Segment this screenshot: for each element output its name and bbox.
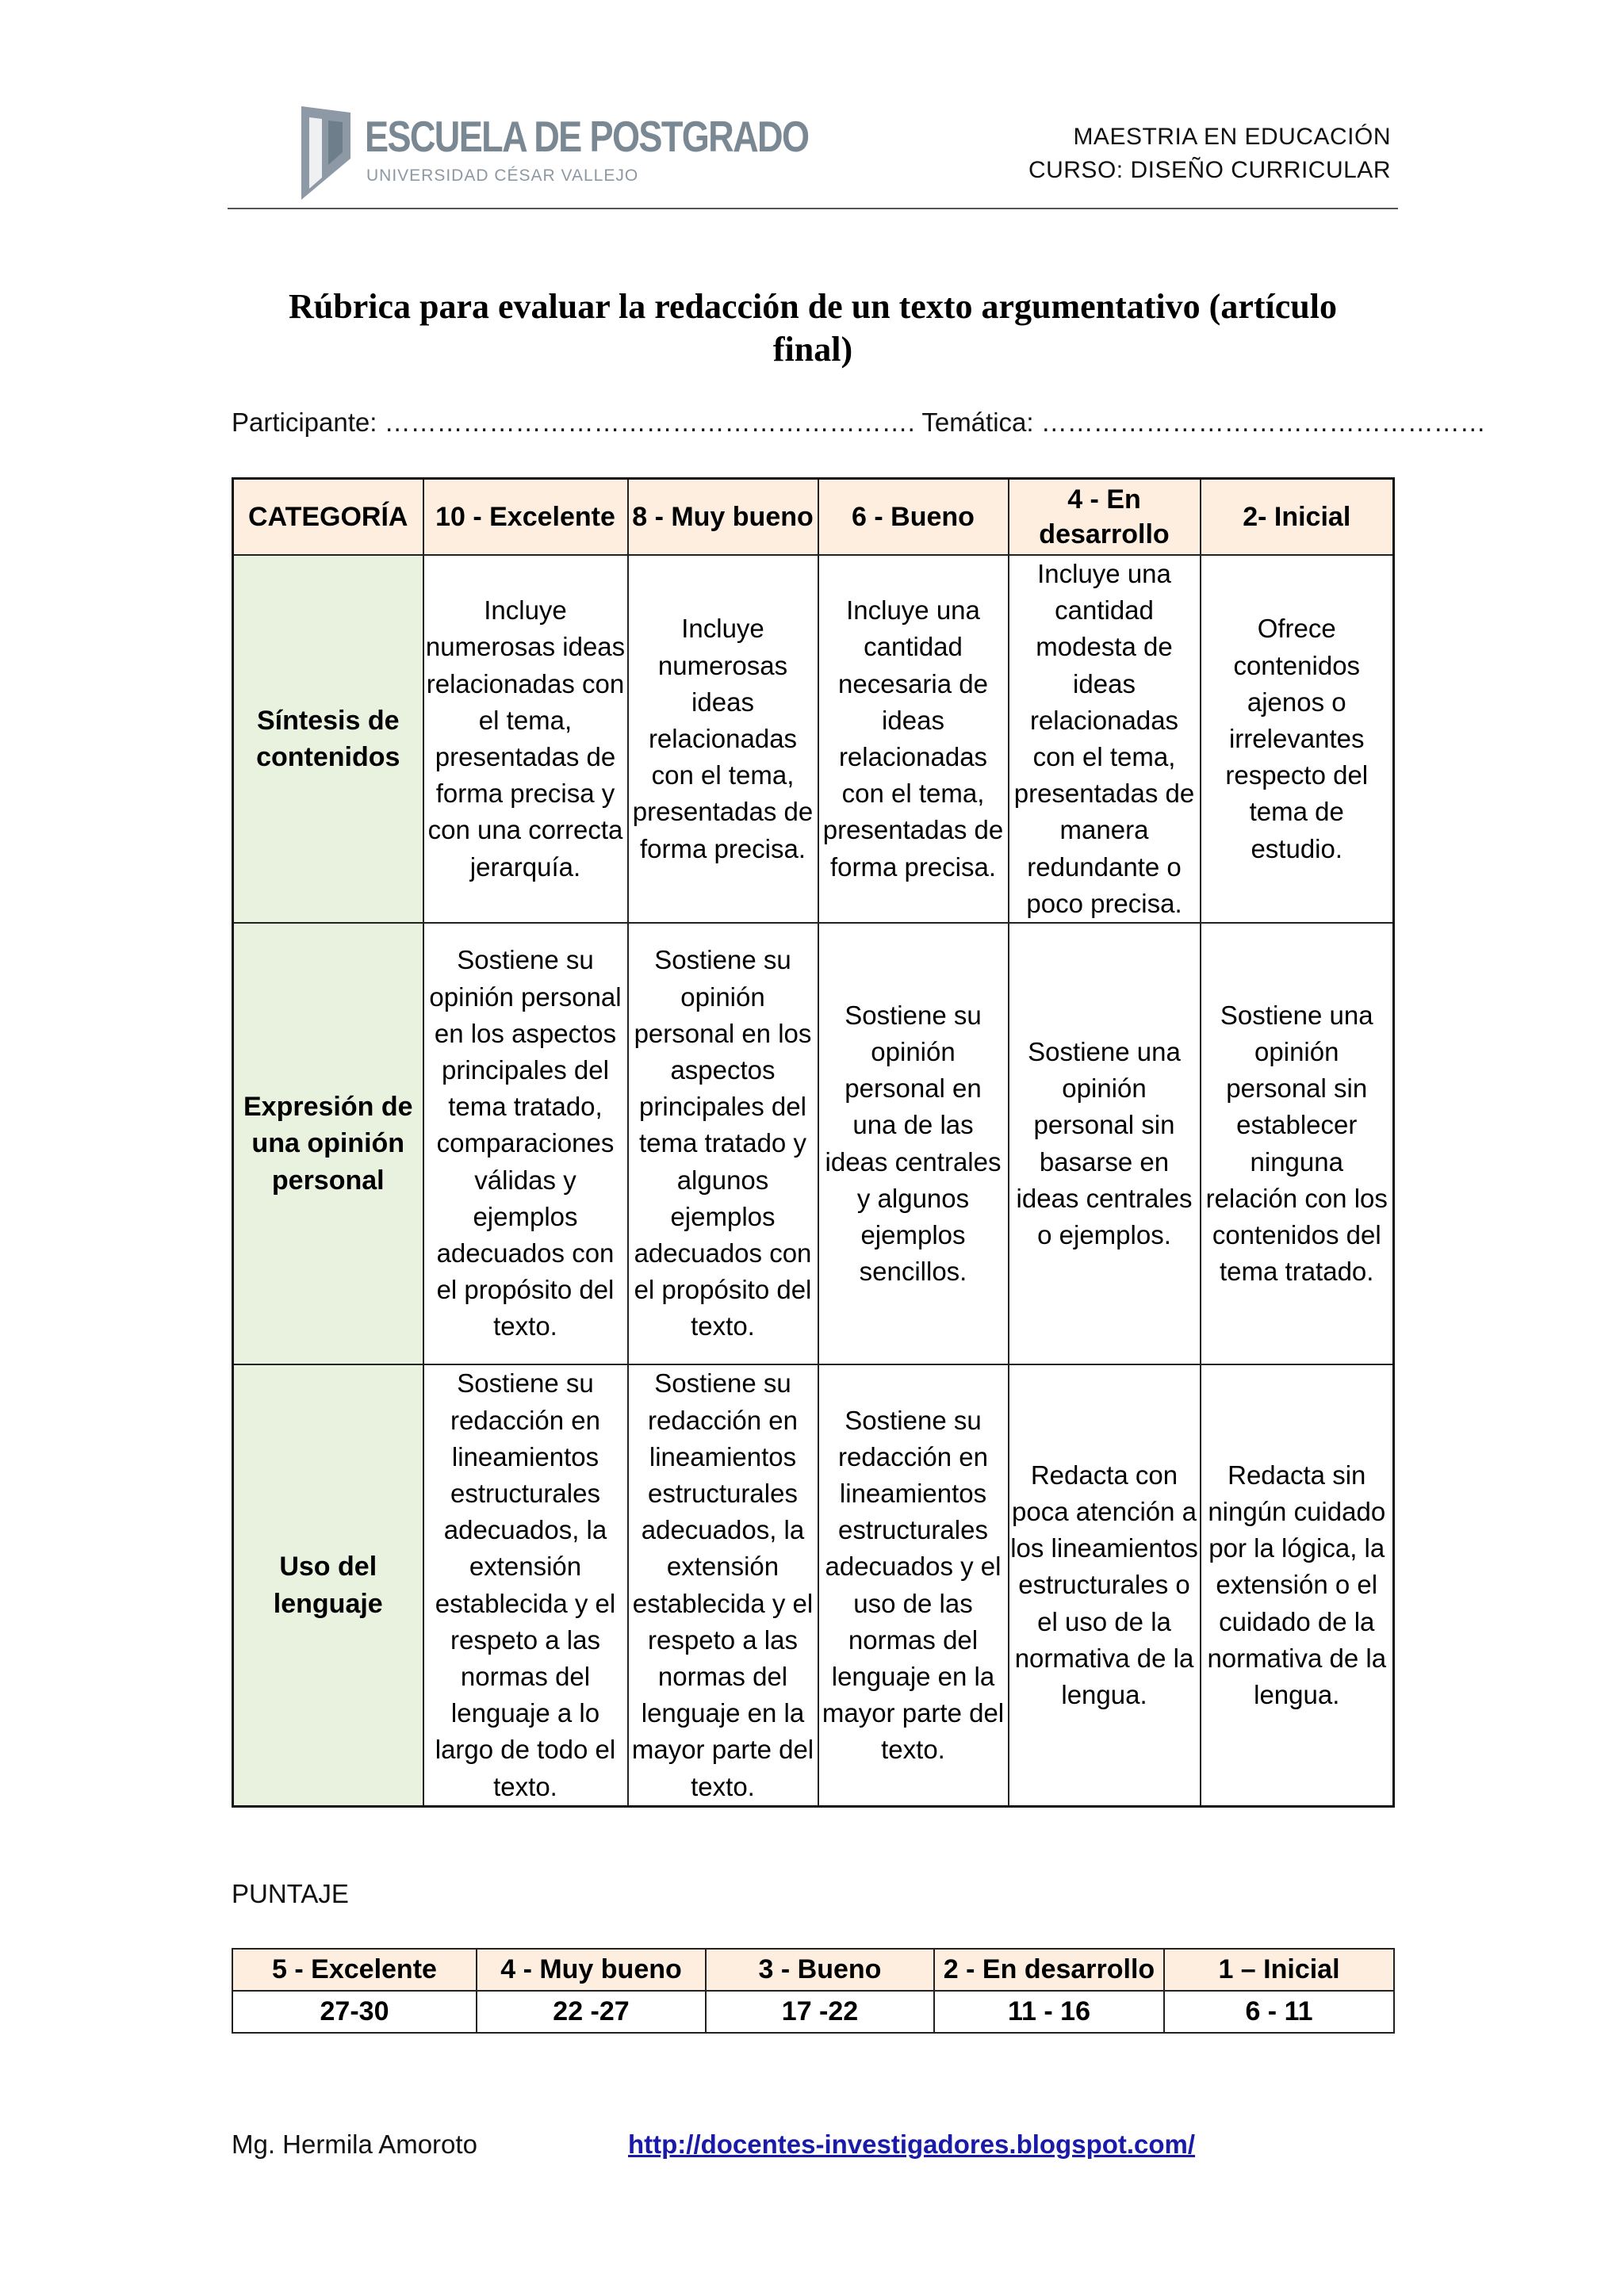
score-level: 3 - Bueno: [706, 1949, 934, 1991]
descriptor-cell: Redacta con poca atención a los lineamientos estructurales o el uso de la normativa de la lengua.: [1009, 1364, 1201, 1807]
score-level: 4 - Muy bueno: [477, 1949, 706, 1991]
category-cell: Uso del lenguaje: [233, 1364, 423, 1807]
score-level-row: [232, 1949, 1394, 1991]
descriptor-cell: Incluye una cantidad necesaria de ideas relacionadas con el tema, presentadas de forma precisa.: [818, 555, 1009, 923]
logo-title: ESCUELA DE POSTGRADO: [365, 112, 809, 161]
rubric-table: [232, 477, 1395, 1808]
program-name: MAESTRIA EN EDUCACIÓN: [1073, 124, 1391, 150]
descriptor-cell: Ofrece contenidos ajenos o irrelevantes respecto del tema de estudio.: [1201, 555, 1394, 923]
descriptor-cell: Incluye una cantidad modesta de ideas relacionadas con el tema, presentadas de manera redundante o poco precisa.: [1009, 555, 1201, 923]
participant-line: Participante: ……………………………………………………. Temática: ……………………………………………: [232, 408, 1486, 437]
score-range-row: [232, 1991, 1394, 2033]
title-line-1: Rúbrica para evaluar la redacción de un texto argumentativo (artículo: [289, 287, 1337, 326]
score-level: 5 - Excelente: [232, 1949, 477, 1991]
logo-subtitle: UNIVERSIDAD CÉSAR VALLEJO: [366, 166, 639, 185]
course-name: CURSO: DISEÑO CURRICULAR: [1028, 157, 1391, 183]
descriptor-cell: Sostiene su opinión personal en una de las ideas centrales y algunos ejemplos sencillos.: [818, 923, 1009, 1364]
descriptor-cell: Incluye numerosas ideas relacionadas con el tema, presentadas de forma precisa y con una correcta jerarquía.: [423, 555, 628, 923]
descriptor-cell: Redacta sin ningún cuidado por la lógica, la extensión o el cuidado de la normativa de la lengua.: [1201, 1364, 1394, 1807]
header-divider: [228, 208, 1398, 209]
document-title: [238, 285, 1388, 371]
header-info: [1028, 121, 1391, 187]
header-level-8: 8 - Muy bueno: [628, 479, 818, 556]
score-range: 27-30: [232, 1991, 477, 2033]
descriptor-cell: Sostiene su redacción en lineamientos estructurales adecuados, la extensión establecida y el respeto a las normas del lenguaje a lo largo de todo el texto.: [423, 1364, 628, 1807]
school-logo: [298, 101, 809, 205]
puntaje-label: PUNTAJE: [232, 1879, 349, 1908]
blog-link[interactable]: http://docentes-investigadores.blogspot.com/: [628, 2130, 1196, 2159]
score-range: 22 -27: [477, 1991, 706, 2033]
descriptor-cell: Sostiene su opinión personal en los aspectos principales del tema tratado, comparaciones válidas y ejemplos adecuados con el propósito del texto.: [423, 923, 628, 1364]
rubric-row: [233, 555, 1394, 923]
header-category: CATEGORÍA: [233, 479, 423, 556]
descriptor-cell: Sostiene su opinión personal en los aspectos principales del tema tratado y algunos ejemplos adecuados con el propósito del texto.: [628, 923, 818, 1364]
descriptor-cell: Sostiene su redacción en lineamientos estructurales adecuados y el uso de las normas del lenguaje en la mayor parte del texto.: [818, 1364, 1009, 1807]
descriptor-cell: Sostiene una opinión personal sin establecer ninguna relación con los contenidos del tema tratado.: [1201, 923, 1394, 1364]
score-range: 6 - 11: [1164, 1991, 1394, 2033]
header-level-10: 10 - Excelente: [423, 479, 628, 556]
shield-logo-icon: [298, 103, 354, 203]
score-table: [232, 1948, 1395, 2034]
rubric-row: [233, 923, 1394, 1364]
header-level-6: 6 - Bueno: [818, 479, 1009, 556]
descriptor-cell: Sostiene su redacción en lineamientos estructurales adecuados, la extensión establecida y el respeto a las normas del lenguaje en la mayor parte del texto.: [628, 1364, 818, 1807]
rubric-row: [233, 1364, 1394, 1807]
category-cell: Expresión de una opinión personal: [233, 923, 423, 1364]
title-line-2: final): [772, 330, 853, 369]
score-level: 2 - En desarrollo: [934, 1949, 1164, 1991]
category-cell: Síntesis de contenidos: [233, 555, 423, 923]
descriptor-cell: Sostiene una opinión personal sin basarse en ideas centrales o ejemplos.: [1009, 923, 1201, 1364]
score-level: 1 – Inicial: [1164, 1949, 1394, 1991]
header-level-4: 4 - En desarrollo: [1009, 479, 1201, 556]
author-name: Mg. Hermila Amoroto: [232, 2130, 477, 2159]
header-level-2: 2- Inicial: [1201, 479, 1394, 556]
rubric-header-row: [233, 479, 1394, 556]
score-range: 11 - 16: [934, 1991, 1164, 2033]
score-range: 17 -22: [706, 1991, 934, 2033]
descriptor-cell: Incluye numerosas ideas relacionadas con el tema, presentadas de forma precisa.: [628, 555, 818, 923]
